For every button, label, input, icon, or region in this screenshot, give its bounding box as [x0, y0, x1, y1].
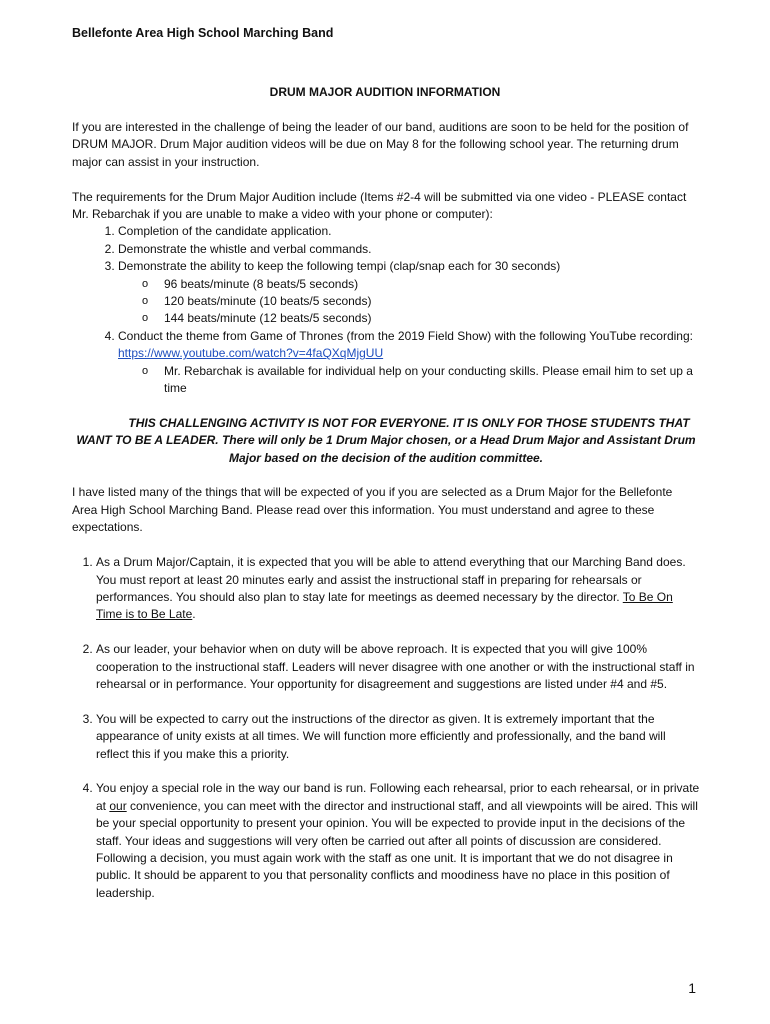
requirement-item: 3. Demonstrate the ability to keep the following tempi (clap/snap each for 30 seconds) o 96 beats/minute (8 beats/5 seconds) o 120 beats/minute (10 beats/5 seconds) o 144 beats/minute (12 beats/5 seconds) — [118, 258, 700, 328]
tempo-item: o 120 beats/minute (10 beats/5 seconds) — [164, 293, 700, 310]
document-body — [72, 119, 700, 920]
expectation-item: 1. As a Drum Major/Captain, it is expected that you will be able to attend everything that our Marching Band does. You must report at least 20 minutes early and assist the instructional staff in preparing for rehearsals or performances. You should also plan to stay late for meetings as deemed necessary by the director. To Be On Time is to Be Late. — [96, 554, 700, 624]
header-org: Bellefonte Area High School Marching Band — [72, 26, 334, 40]
page-title: DRUM MAJOR AUDITION INFORMATION — [269, 85, 501, 99]
requirement-item: 2. Demonstrate the whistle and verbal commands. — [118, 241, 700, 258]
requirements-lead: The requirements for the Drum Major Audition include (Items #2-4 will be submitted via one video - PLEASE contact Mr. Rebarchak if you are unable to make a video with your phone or computer): — [72, 189, 687, 222]
warning-statement: THIS CHALLENGING ACTIVITY IS NOT FOR EVERYONE. IT IS ONLY FOR THOSE STUDENTS THAT WANT TO BE A LEADER. There will only be 1 Drum Major chosen, or a Head Drum Major and Assistant Drum Major based on the decision of the audition committee. — [76, 415, 696, 465]
conducting-help-list — [118, 363, 700, 398]
intro-paragraph: If you are interested in the challenge of being the leader of our band, auditions are soon to be held for the position of DRUM MAJOR. Drum Major audition videos will be due on May 8 for the following school year. The returning drum major can assist in your instruction. — [72, 120, 689, 169]
expectations-list — [72, 554, 700, 902]
tempo-item: o 144 beats/minute (12 beats/5 seconds) — [164, 310, 700, 327]
underlined-our: our — [109, 798, 127, 813]
tempo-item: o 96 beats/minute (8 beats/5 seconds) — [164, 276, 700, 293]
requirement-item: 4. Conduct the theme from Game of Thrones (from the 2019 Field Show) with the following YouTube recording: https://www.youtube.com/watch?v=4faQXqMjgUU o Mr. Rebarchak is available for individual help on your conducting skills. Please email him to set up a time — [118, 328, 700, 398]
tempi-list — [118, 276, 700, 328]
expectations-intro: I have listed many of the things that will be expected of you if you are selected as a Drum Major for the Bellefonte Area High School Marching Band. Please read over this information. You must understand and agree to these expectations. — [72, 485, 673, 535]
requirement-item: 1. Completion of the candidate application. — [118, 223, 700, 240]
expectation-item: 3. You will be expected to carry out the instructions of the director as given. It is extremely important that the appearance of unity exists at all times. We will function more efficiently and professionally, and the band will reflect this if you make this a priority. — [96, 711, 700, 763]
expectation-item: 4. You enjoy a special role in the way our band is run. Following each rehearsal, prior to each rehearsal, or in private at our convenience, you can meet with the director and instructional staff, and all viewpoints will be aired. This will be your special opportunity to present your opinion. You will be expected to provide input in the decisions of the staff. Your ideas and suggestions will very often be carried out after all points of discussion are considered. Following a decision, you must again work with the staff as one unit. It is important that we do not disagree in public. It should be apparent to you that personality conflicts and moodiness have no place in this position of leadership. — [96, 780, 700, 902]
page-number: 1 — [688, 980, 696, 996]
youtube-link[interactable]: https://www.youtube.com/watch?v=4faQXqMjgUU — [118, 346, 384, 361]
conducting-help-item: o Mr. Rebarchak is available for individual help on your conducting skills. Please email him to set up a time — [164, 363, 700, 398]
expectation-item: 2. As our leader, your behavior when on duty will be above reproach. It is expected that you will give 100% cooperation to the instructional staff. Leaders will never disagree with one another or with the instructional staff in rehearsal or in performance. Your opportunity for disagreement and suggestions are listed under #4 and #5. — [96, 641, 700, 693]
underlined-motto: To Be On Time is to Be Late — [96, 589, 673, 622]
requirements-list — [72, 223, 700, 397]
